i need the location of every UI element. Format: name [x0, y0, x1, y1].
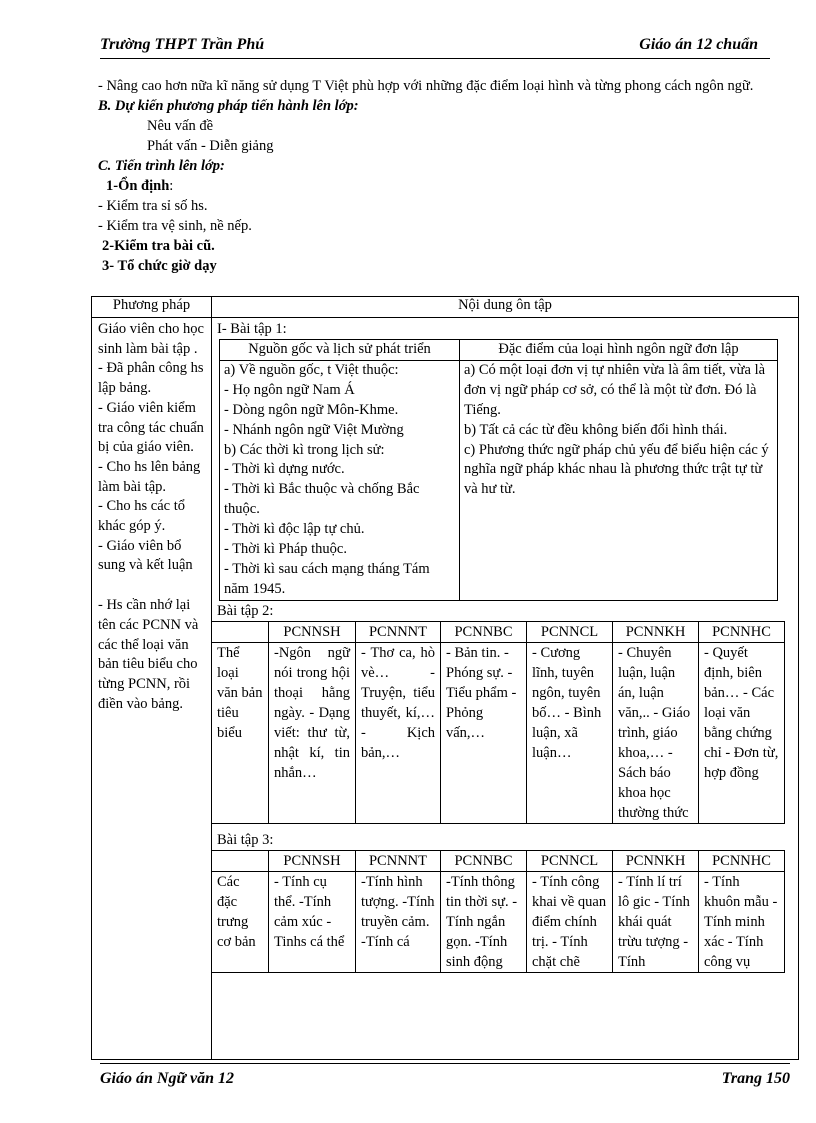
ex2-cell: - Chuyên luận, luận án, luận văn,.. - Giáo trình, giáo khoa,… -Sách báo khoa học thường thức: [613, 642, 699, 823]
content-column-header: Nội dung ôn tập: [212, 297, 799, 318]
method-line: - Đã phân công hs lập bảng.: [98, 360, 204, 397]
ex2-cell: -Ngôn ngữ nói trong hội thoại hằng ngày. - Dạng viết: thư từ, nhật kí, tin nhắn…: [269, 642, 356, 823]
ex3-cell: -Tính hình tượng. -Tính truyền cảm. -Tính cá: [356, 871, 441, 972]
ex2-cell: - Thơ ca, hò vè… - Truyện, tiểu thuyết, kí,… - Kịch bản,…: [356, 642, 441, 823]
method-column-header: Phương pháp: [92, 297, 212, 318]
ex2-col-header: PCNNNT: [356, 621, 441, 642]
ex2-col-header: PCNNCL: [527, 621, 613, 642]
ex1-origin-line: - Thời kì Bắc thuộc và chống Bắc thuộc.: [224, 481, 420, 518]
ex3-cell: - Tính công khai về quan điểm chính trị. - Tính chặt chẽ: [527, 871, 613, 972]
step-2: 2-Kiểm tra bài cũ.: [102, 238, 215, 254]
ex3-col-header: PCNNBC: [441, 850, 527, 871]
page-number: Trang 150: [721, 1070, 790, 1087]
ex1-origin-line: - Thời kì Pháp thuộc.: [224, 541, 347, 558]
ex3-cell: - Tính cụ thể. -Tính cảm xúc -Tinhs cá thể: [269, 871, 356, 972]
method-item: Phát vấn - Diễn giảng: [147, 138, 274, 154]
ex3-col-header: PCNNKH: [613, 850, 699, 871]
ex3-row-label: Các đặc trưng cơ bản: [212, 871, 269, 972]
ex1-feature-line: c) Phương thức ngữ pháp chủ yếu để biểu hiện các ý nghĩa ngữ pháp khác nhau là phương thức trật tự từ và hư từ.: [464, 441, 769, 498]
ex3-col-header: PCNNNT: [356, 850, 441, 871]
intro-line: - Nâng cao hơn nữa kĩ năng sử dụng T Việt phù hợp với những đặc điểm loại hình và từng phong cách ngôn ngữ.: [98, 78, 754, 94]
ex2-col-header: PCNNSH: [269, 621, 356, 642]
method-column: [92, 318, 212, 1060]
exercise-2-title: Bài tập 2:: [217, 602, 274, 619]
ex1-header-features: Đặc điểm của loại hình ngôn ngữ đơn lập: [460, 340, 778, 361]
lesson-table: [91, 296, 799, 1060]
ex1-origin-line: - Nhánh ngôn ngữ Việt Mường: [224, 421, 404, 438]
exercise-3-table: [211, 850, 785, 973]
ex3-col-header: PCNNCL: [527, 850, 613, 871]
ex3-col-header: PCNNHC: [699, 850, 785, 871]
method-line: - Giáo viên kiểm tra công tác chuẩn bị của giáo viên.: [98, 399, 204, 456]
page-footer: [100, 1063, 790, 1090]
step-1-label: 1-Ổn định: [106, 178, 170, 194]
ex1-origin-line: - Thời kì sau cách mạng tháng Tám năm 1945.: [224, 560, 430, 597]
method-note: - Hs cần nhớ lại tên các PCNN và các thể loại văn bản tiêu biểu cho từng PCNN, rồi điền vào bảng.: [98, 597, 199, 712]
intro-section: [98, 76, 790, 276]
method-line: Giáo viên cho học sinh làm bài tập .: [98, 321, 204, 357]
ex1-origin-line: - Họ ngôn ngữ Nam Á: [224, 381, 355, 398]
document-title: Giáo án 12 chuẩn: [639, 36, 758, 53]
ex1-header-origin: Nguồn gốc và lịch sử phát triển: [220, 340, 460, 361]
ex3-col-header: PCNNSH: [269, 850, 356, 871]
step-1-colon: :: [169, 178, 174, 194]
ex1-feature-line: a) Có một loại đơn vị tự nhiên vừa là âm tiết, vừa là đơn vị ngữ pháp cơ sở, có thể là một từ đơn. Đó là Tiếng.: [464, 361, 766, 418]
ex2-cell: - Cương lĩnh, tuyên ngôn, tuyên bố… - Bình luận, xã luận…: [527, 642, 613, 823]
method-line: - Giáo viên bổ sung và kết luận: [98, 537, 193, 574]
check-item: - Kiểm tra sỉ số hs.: [98, 198, 208, 214]
method-line: - Cho hs lên bảng làm bài tập.: [98, 458, 201, 495]
ex1-origin-line: b) Các thời kì trong lịch sử:: [224, 441, 385, 458]
section-c-heading: C. Tiến trình lên lớp:: [98, 158, 225, 174]
ex1-origin-line: a) Về nguồn gốc, t Việt thuộc:: [224, 361, 399, 378]
step-3: 3- Tổ chức giờ dạy: [102, 258, 217, 274]
ex1-origin-cell: [220, 360, 460, 600]
ex2-col-header: PCNNKH: [613, 621, 699, 642]
exercise-1-table: [219, 339, 778, 601]
method-item: Nêu vấn đề: [147, 118, 214, 134]
content-column: [212, 318, 799, 1060]
ex2-cell: - Bản tin. - Phóng sự. - Tiểu phẩm - Phỏng vấn,…: [441, 642, 527, 823]
ex3-cell: - Tính lí trí lô gic - Tính khái quát trừu tượng - Tính: [613, 871, 699, 972]
ex2-row-label: Thể loại văn bản tiêu biểu: [212, 642, 269, 823]
ex2-col-header: PCNNHC: [699, 621, 785, 642]
ex2-col-header: PCNNBC: [441, 621, 527, 642]
ex2-cell: - Quyết định, biên bản… - Các loại văn bằng chứng chỉ - Đơn từ, hợp đồng: [699, 642, 785, 823]
footer-subject: Giáo án Ngữ văn 12: [100, 1070, 235, 1087]
check-item: - Kiểm tra vệ sinh, nề nếp.: [98, 218, 252, 234]
ex3-cell: - Tính khuôn mẫu - Tính minh xác - Tính công vụ: [699, 871, 785, 972]
ex1-feature-line: b) Tất cả các từ đều không biến đổi hình thái.: [464, 421, 728, 438]
exercise-2-table: [211, 621, 785, 824]
ex1-features-cell: [460, 360, 778, 600]
method-line: - Cho hs các tổ khác góp ý.: [98, 498, 185, 535]
exercise-3-title: Bài tập 3:: [217, 831, 274, 848]
section-b-heading: B. Dự kiến phương pháp tiến hành lên lớp:: [98, 98, 359, 114]
ex1-origin-line: - Thời kì dựng nước.: [224, 461, 345, 478]
lesson-table-header: [92, 297, 799, 318]
ex1-origin-line: - Thời kì độc lập tự chủ.: [224, 521, 365, 538]
step-1: [98, 176, 790, 196]
ex1-origin-line: - Dòng ngôn ngữ Môn-Khme.: [224, 401, 399, 418]
ex3-cell: -Tính thông tin thời sự. -Tính ngắn gọn. -Tính sinh động: [441, 871, 527, 972]
exercise-1-title: I- Bài tập 1:: [217, 321, 287, 337]
page-header: [100, 34, 770, 59]
school-name: Trường THPT Trần Phú: [100, 36, 265, 53]
